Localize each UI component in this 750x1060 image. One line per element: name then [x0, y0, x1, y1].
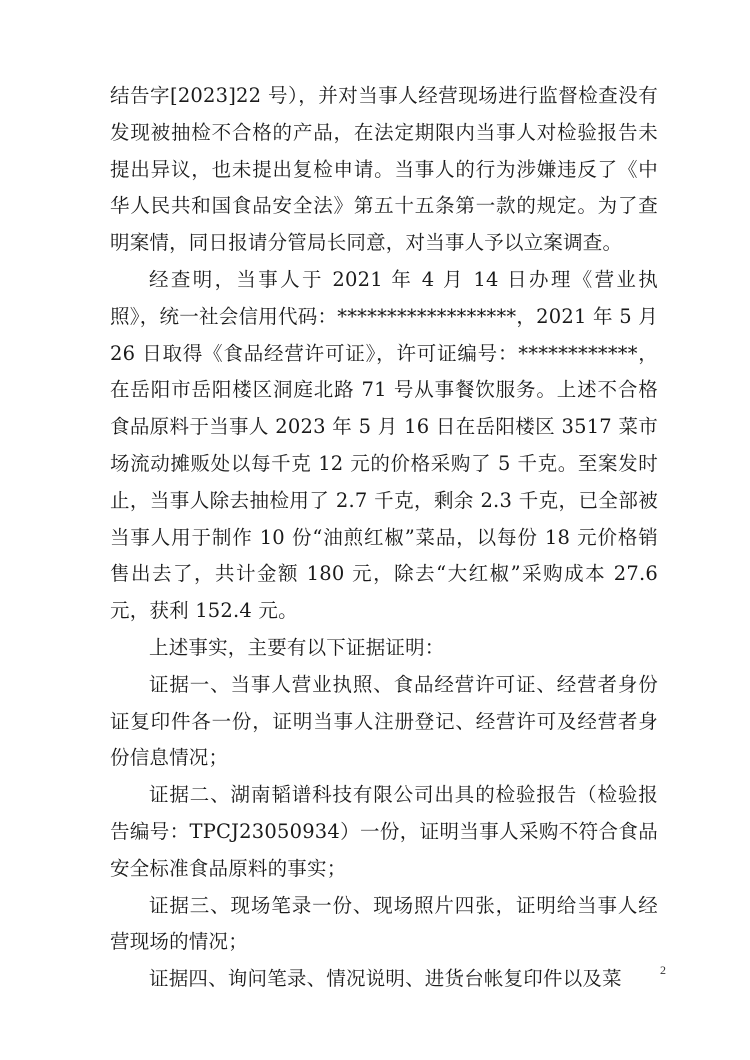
paragraph-evidence-4: 证据四、询问笔录、情况说明、进货台帐复印件以及菜 — [149, 967, 622, 991]
paragraph-evidence-3: 证据三、现场笔录一份、现场照片四张，证明给当事人经营现场的情况； — [110, 893, 658, 954]
paragraph-investigation-findings: 经查明，当事人于 2021 年 4 月 14 日办理《营业执照》，统一社会信用代码：******************，2021 年 5 月 26 日取得《食品经营许可证》，许可证编号：************，在岳阳市岳阳楼区洞庭北路 71 号从事餐饮服务。上述不合格食品原料于当事人 2023 年 5 月 16 日在岳阳楼区 3517 菜市场流动摊贩处以每千克 12 元的价格采购了 5 千克。至案发时止，当事人除去抽检用了 2.7 千克，剩余 2.3 千克，已全部被当事人用于制作 10 份“油煎红椒”菜品，以每份 18 元价格销售出去了，共计金额 180 元，除去“大红椒”采购成本 27.6 元，获利 152.4 元。 — [110, 267, 658, 623]
paragraph-evidence-2: 证据二、湖南韬谱科技有限公司出具的检验报告（检验报告编号：TPCJ23050934）一份，证明当事人采购不符合食品安全标准食品原料的事实； — [110, 783, 658, 880]
document-body — [110, 78, 658, 998]
page-number: 2 — [660, 963, 666, 977]
paragraph-evidence-intro: 上述事实，主要有以下证据证明： — [149, 635, 445, 659]
paragraph-case-filing: 结告字[2023]22 号），并对当事人经营现场进行监督检查没有发现被抽检不合格的产品，在法定期限内当事人对检验报告未提出异议，也未提出复检申请。当事人的行为涉嫌违反了《中华人民共和国食品安全法》第五十五条第一款的规定。为了查明案情，同日报请分管局长同意，对当事人予以立案调查。 — [110, 84, 658, 255]
paragraph-evidence-1: 证据一、当事人营业执照、食品经营许可证、经营者身份证复印件各一份，证明当事人注册登记、经营许可及经营者身份信息情况； — [110, 672, 658, 770]
